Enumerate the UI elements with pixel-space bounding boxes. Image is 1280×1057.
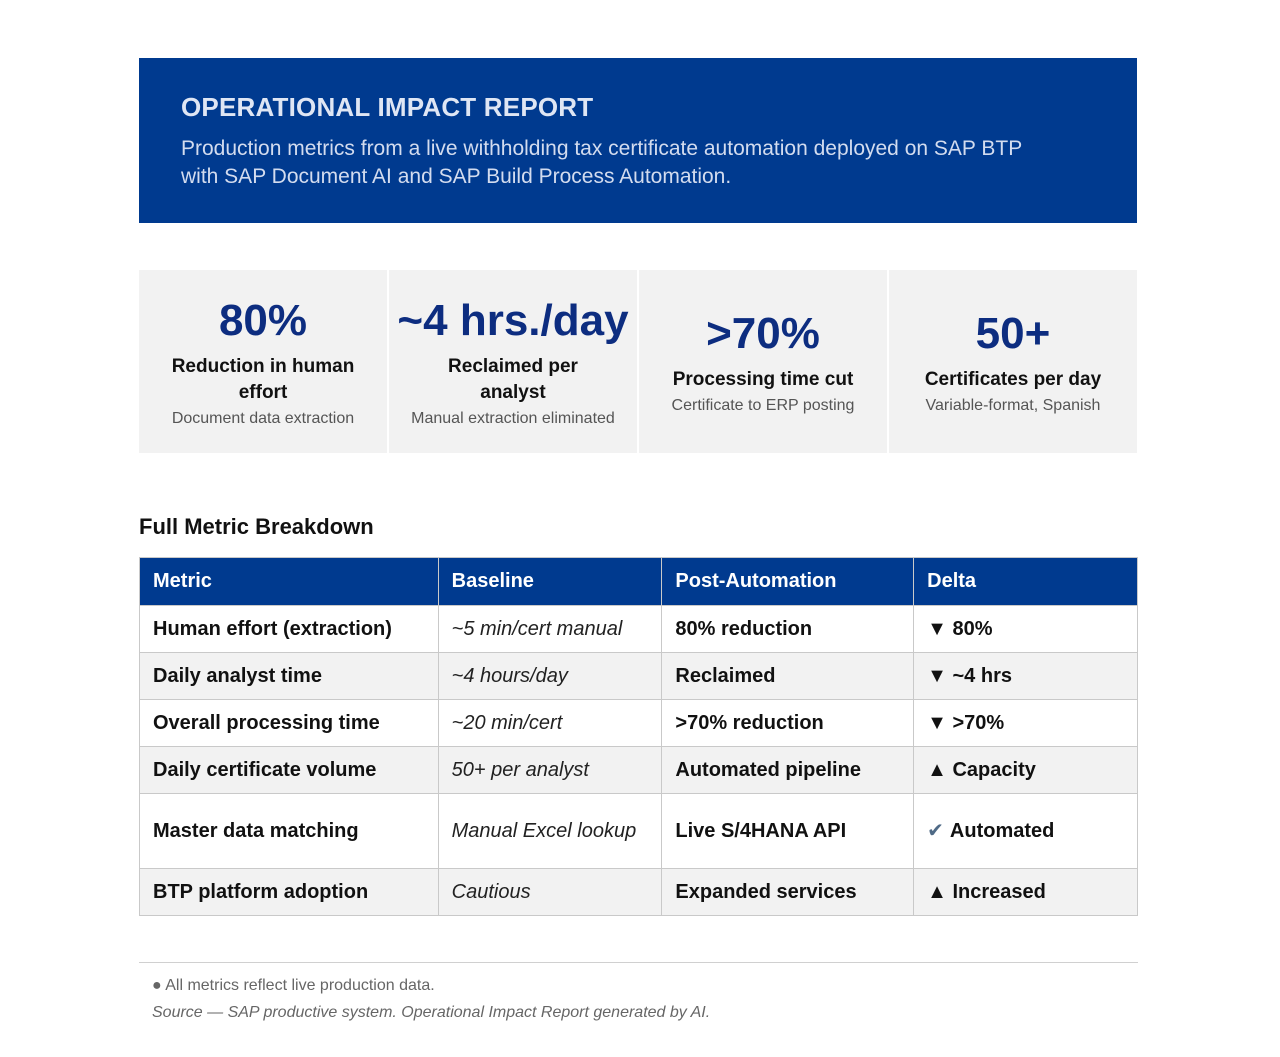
cell-baseline: ~4 hours/day	[438, 653, 662, 700]
checkmark-icon: ✔	[927, 820, 944, 842]
cell-post-automation: 80% reduction	[662, 606, 914, 653]
kpi-note: Variable-format, Spanish	[925, 396, 1101, 414]
cell-post-automation: >70% reduction	[662, 700, 914, 747]
table-row	[140, 794, 1138, 869]
kpi-label: Reduction in human effort	[171, 355, 355, 403]
kpi-label: Processing time cut	[672, 368, 854, 390]
cell-baseline: ~20 min/cert	[438, 700, 662, 747]
table-row	[140, 700, 1138, 747]
cell-delta	[914, 794, 1138, 869]
kpi-card-processing	[639, 270, 887, 453]
table-row	[140, 606, 1138, 653]
table-row	[140, 653, 1138, 700]
kpi-strip	[139, 270, 1137, 453]
column-header-post-automation: Post-Automation	[662, 558, 914, 606]
kpi-card-volume	[889, 270, 1137, 453]
section-title: Full Metric Breakdown	[139, 514, 374, 539]
metric-breakdown-table	[139, 557, 1138, 916]
cell-post-automation: Expanded services	[662, 869, 914, 916]
cell-delta: ▼ 80%	[914, 606, 1138, 653]
cell-post-automation: Live S/4HANA API	[662, 794, 914, 869]
kpi-value: 50+	[975, 308, 1051, 358]
report-banner	[139, 58, 1137, 223]
cell-delta: ▼ ~4 hrs	[914, 653, 1138, 700]
cell-baseline: ~5 min/cert manual	[438, 606, 662, 653]
kpi-label: Reclaimed per analyst	[448, 355, 578, 403]
cell-metric: Daily analyst time	[140, 653, 439, 700]
cell-metric: Overall processing time	[140, 700, 439, 747]
cell-metric: BTP platform adoption	[140, 869, 439, 916]
kpi-value: 80%	[218, 295, 308, 345]
cell-delta: ▲ Increased	[914, 869, 1138, 916]
footer-source: Source — SAP productive system. Operational Impact Report generated by AI.	[152, 1004, 711, 1021]
cell-metric: Human effort (extraction)	[140, 606, 439, 653]
cell-baseline: Manual Excel lookup	[438, 794, 662, 869]
cell-delta-text: Automated	[949, 820, 1055, 842]
table-header-row	[140, 558, 1138, 606]
column-header-baseline: Baseline	[438, 558, 662, 606]
cell-post-automation: Reclaimed	[662, 653, 914, 700]
cell-baseline: Cautious	[438, 869, 662, 916]
cell-delta: ▼ >70%	[914, 700, 1138, 747]
table-row	[140, 869, 1138, 916]
kpi-label: Certificates per day	[924, 368, 1102, 390]
footer-note: ● All metrics reflect live production data.	[152, 977, 435, 994]
kpi-note: Manual extraction eliminated	[411, 409, 615, 427]
footer-divider	[139, 962, 1138, 963]
column-header-metric: Metric	[140, 558, 439, 606]
cell-metric: Master data matching	[140, 794, 439, 869]
cell-post-automation: Automated pipeline	[662, 747, 914, 794]
report-subtitle: Production metrics from a live withholding tax certificate automation deployed on SAP BTP with SAP Document AI and SAP Build Process Automation.	[181, 137, 1022, 188]
table-row	[140, 747, 1138, 794]
kpi-value: >70%	[706, 308, 820, 358]
kpi-value: ~4 hrs./day	[397, 295, 629, 345]
column-header-delta: Delta	[914, 558, 1138, 606]
cell-baseline: 50+ per analyst	[438, 747, 662, 794]
cell-metric: Daily certificate volume	[140, 747, 439, 794]
report-title: OPERATIONAL IMPACT REPORT	[181, 92, 594, 122]
kpi-note: Document data extraction	[171, 409, 355, 427]
kpi-note: Certificate to ERP posting	[671, 396, 855, 414]
cell-delta: ▲ Capacity	[914, 747, 1138, 794]
kpi-card-time	[389, 270, 637, 453]
kpi-card-effort	[139, 270, 387, 453]
